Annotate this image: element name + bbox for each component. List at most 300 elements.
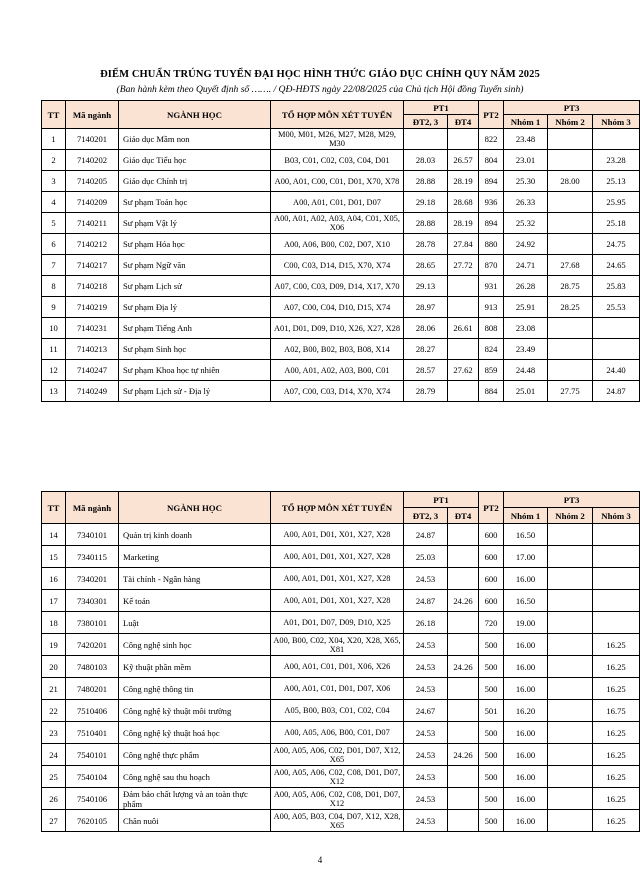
nganh-hoc-cell: Sư phạm Sinh học (119, 339, 271, 360)
nganh-hoc-cell: Giáo dục Chính trị (119, 171, 271, 192)
dt23-cell: 28.97 (404, 297, 448, 318)
header-pt1: PT1 (404, 492, 479, 508)
pt2-cell: 501 (479, 700, 504, 722)
ma-nganh-cell: 7140212 (66, 234, 119, 255)
table-row (42, 192, 640, 213)
tt-cell: 7 (42, 255, 66, 276)
table-row (42, 234, 640, 255)
table-row (42, 381, 640, 402)
pt2-cell: 500 (479, 788, 504, 810)
tt-cell: 17 (42, 590, 66, 612)
nhom3-cell: 16.75 (593, 700, 640, 722)
nganh-hoc-cell: Chăn nuôi (119, 810, 271, 832)
nhom1-cell: 26.28 (504, 276, 548, 297)
nganh-hoc-cell: Luật (119, 612, 271, 634)
header-ma-nganh: Mã ngành (66, 492, 119, 524)
nhom2-cell (548, 810, 593, 832)
ma-nganh-cell: 7540104 (66, 766, 119, 788)
table-row (42, 810, 640, 832)
pt2-cell: 894 (479, 171, 504, 192)
nganh-hoc-cell: Sư phạm Lịch sử (119, 276, 271, 297)
tt-cell: 21 (42, 678, 66, 700)
nhom2-cell: 27.68 (548, 255, 593, 276)
ma-nganh-cell: 7140249 (66, 381, 119, 402)
table-row (42, 360, 640, 381)
ma-nganh-cell: 7420201 (66, 634, 119, 656)
to-hop-cell: A00, A05, A06, C02, D01, D07, X12, X65 (271, 744, 404, 766)
dt4-cell (448, 339, 479, 360)
to-hop-cell: A00, A05, A06, C02, C08, D01, D07, X12 (271, 766, 404, 788)
table-row (42, 150, 640, 171)
nhom3-cell: 25.13 (593, 171, 640, 192)
tt-cell: 10 (42, 318, 66, 339)
pt2-cell: 859 (479, 360, 504, 381)
admission-scores-table-2 (41, 491, 640, 832)
nganh-hoc-cell: Đảm bảo chất lượng và an toàn thực phẩm (119, 788, 271, 810)
nhom3-cell: 16.25 (593, 810, 640, 832)
pt2-cell: 720 (479, 612, 504, 634)
nganh-hoc-cell: Công nghệ sau thu hoạch (119, 766, 271, 788)
to-hop-cell: A00, A05, B03, C04, D07, X12, X28, X65 (271, 810, 404, 832)
nhom1-cell: 16.00 (504, 568, 548, 590)
nhom3-cell (593, 546, 640, 568)
dt4-cell (448, 722, 479, 744)
tt-cell: 25 (42, 766, 66, 788)
dt23-cell: 28.88 (404, 213, 448, 234)
table-row (42, 590, 640, 612)
nhom3-cell (593, 129, 640, 150)
table-row (42, 129, 640, 150)
nganh-hoc-cell: Sư phạm Địa lý (119, 297, 271, 318)
nganh-hoc-cell: Công nghệ sinh học (119, 634, 271, 656)
nhom3-cell (593, 339, 640, 360)
nhom3-cell: 16.25 (593, 744, 640, 766)
nhom1-cell: 17.00 (504, 546, 548, 568)
to-hop-cell: A02, B00, B02, B03, B08, X14 (271, 339, 404, 360)
pt2-cell: 500 (479, 766, 504, 788)
ma-nganh-cell: 7510401 (66, 722, 119, 744)
header-tt: TT (42, 101, 66, 129)
ma-nganh-cell: 7140247 (66, 360, 119, 381)
dt23-cell: 28.78 (404, 234, 448, 255)
header-dt4: ĐT4 (448, 115, 479, 129)
nganh-hoc-cell: Sư phạm Toán học (119, 192, 271, 213)
nhom1-cell: 23.48 (504, 129, 548, 150)
nhom2-cell (548, 234, 593, 255)
to-hop-cell: M00, M01, M26, M27, M28, M29, M30 (271, 129, 404, 150)
nhom1-cell: 16.00 (504, 766, 548, 788)
nganh-hoc-cell: Kỹ thuật phần mềm (119, 656, 271, 678)
dt23-cell: 24.53 (404, 656, 448, 678)
ma-nganh-cell: 7140209 (66, 192, 119, 213)
nhom3-cell: 16.25 (593, 766, 640, 788)
to-hop-cell: A07, C00, C03, D14, X70, X74 (271, 381, 404, 402)
dt4-cell: 26.57 (448, 150, 479, 171)
nhom3-cell: 24.75 (593, 234, 640, 255)
table-row (42, 700, 640, 722)
nganh-hoc-cell: Kế toán (119, 590, 271, 612)
dt23-cell: 24.53 (404, 766, 448, 788)
pt2-cell: 500 (479, 678, 504, 700)
dt4-cell: 28.19 (448, 171, 479, 192)
table-row (42, 297, 640, 318)
nhom2-cell (548, 524, 593, 546)
ma-nganh-cell: 7140202 (66, 150, 119, 171)
document-subtitle: (Ban hành kèm theo Quyết định số ……. / QĐ-HĐTS ngày 22/08/2025 của Chủ tịch Hội đồng Tuyển sinh) (116, 84, 524, 95)
tt-cell: 19 (42, 634, 66, 656)
to-hop-cell: A00, A01, A02, A03, B00, C01 (271, 360, 404, 381)
dt4-cell (448, 276, 479, 297)
header-nhom1: Nhóm 1 (504, 508, 548, 524)
header-pt3: PT3 (504, 101, 640, 115)
to-hop-cell: B03, C01, C02, C03, C04, D01 (271, 150, 404, 171)
pt2-cell: 500 (479, 634, 504, 656)
nhom1-cell: 25.32 (504, 213, 548, 234)
ma-nganh-cell: 7140213 (66, 339, 119, 360)
tt-cell: 23 (42, 722, 66, 744)
dt23-cell: 29.13 (404, 276, 448, 297)
admission-scores-table-1 (41, 100, 640, 402)
ma-nganh-cell: 7480201 (66, 678, 119, 700)
header-to-hop: TỔ HỢP MÔN XÉT TUYỂN (271, 492, 404, 524)
nganh-hoc-cell: Tài chính - Ngân hàng (119, 568, 271, 590)
nhom3-cell: 24.40 (593, 360, 640, 381)
header-ma-nganh: Mã ngành (66, 101, 119, 129)
nhom3-cell: 23.28 (593, 150, 640, 171)
ma-nganh-cell: 7380101 (66, 612, 119, 634)
to-hop-cell: A00, A01, C00, C01, D01, X70, X78 (271, 171, 404, 192)
nganh-hoc-cell: Sư phạm Khoa học tự nhiên (119, 360, 271, 381)
nhom2-cell (548, 568, 593, 590)
dt23-cell: 24.87 (404, 524, 448, 546)
pt2-cell: 804 (479, 150, 504, 171)
nhom1-cell: 24.71 (504, 255, 548, 276)
table-row (42, 722, 640, 744)
table-row (42, 339, 640, 360)
pt2-cell: 884 (479, 381, 504, 402)
nhom2-cell: 28.75 (548, 276, 593, 297)
table-1-body (42, 129, 640, 402)
dt4-cell (448, 612, 479, 634)
header-tt: TT (42, 492, 66, 524)
to-hop-cell: A00, A01, C01, D01, D07 (271, 192, 404, 213)
nhom3-cell: 16.25 (593, 634, 640, 656)
dt23-cell (404, 129, 448, 150)
nhom1-cell: 16.50 (504, 590, 548, 612)
header-dt23: ĐT2, 3 (404, 508, 448, 524)
to-hop-cell: A07, C00, C04, D10, D15, X74 (271, 297, 404, 318)
table-row (42, 678, 640, 700)
tt-cell: 16 (42, 568, 66, 590)
dt23-cell: 28.65 (404, 255, 448, 276)
tt-cell: 12 (42, 360, 66, 381)
nhom1-cell: 16.00 (504, 678, 548, 700)
table-row (42, 524, 640, 546)
ma-nganh-cell: 7140218 (66, 276, 119, 297)
nhom1-cell: 16.00 (504, 744, 548, 766)
dt23-cell: 24.53 (404, 722, 448, 744)
nhom2-cell (548, 744, 593, 766)
tt-cell: 2 (42, 150, 66, 171)
dt4-cell: 28.68 (448, 192, 479, 213)
tt-cell: 9 (42, 297, 66, 318)
dt4-cell (448, 810, 479, 832)
nhom3-cell (593, 612, 640, 634)
nhom3-cell: 25.53 (593, 297, 640, 318)
nhom1-cell: 16.00 (504, 810, 548, 832)
dt4-cell (448, 788, 479, 810)
pt2-cell: 600 (479, 568, 504, 590)
tt-cell: 26 (42, 788, 66, 810)
to-hop-cell: A00, A05, A06, B00, C01, D07 (271, 722, 404, 744)
header-nhom2: Nhóm 2 (548, 115, 593, 129)
nganh-hoc-cell: Công nghệ kỹ thuật hoá học (119, 722, 271, 744)
tt-cell: 1 (42, 129, 66, 150)
pt2-cell: 894 (479, 213, 504, 234)
table-row (42, 171, 640, 192)
ma-nganh-cell: 7140231 (66, 318, 119, 339)
ma-nganh-cell: 7340201 (66, 568, 119, 590)
dt4-cell: 27.84 (448, 234, 479, 255)
to-hop-cell: A00, A01, C01, D01, D07, X06 (271, 678, 404, 700)
dt23-cell: 29.18 (404, 192, 448, 213)
table-row (42, 213, 640, 234)
nhom1-cell: 25.01 (504, 381, 548, 402)
nhom2-cell (548, 129, 593, 150)
nganh-hoc-cell: Giáo dục Tiểu học (119, 150, 271, 171)
to-hop-cell: A00, A01, A02, A03, A04, C01, X05, X06 (271, 213, 404, 234)
pt2-cell: 500 (479, 810, 504, 832)
header-nganh-hoc: NGÀNH HỌC (119, 101, 271, 129)
nhom2-cell: 28.25 (548, 297, 593, 318)
to-hop-cell: A05, B00, B03, C01, C02, C04 (271, 700, 404, 722)
ma-nganh-cell: 7510406 (66, 700, 119, 722)
nganh-hoc-cell: Công nghệ thông tin (119, 678, 271, 700)
header-nhom2: Nhóm 2 (548, 508, 593, 524)
dt23-cell: 28.57 (404, 360, 448, 381)
pt2-cell: 808 (479, 318, 504, 339)
ma-nganh-cell: 7480103 (66, 656, 119, 678)
nhom3-cell: 16.25 (593, 656, 640, 678)
tt-cell: 14 (42, 524, 66, 546)
to-hop-cell: A00, B00, C02, X04, X20, X28, X65, X81 (271, 634, 404, 656)
nhom2-cell (548, 766, 593, 788)
dt4-cell (448, 634, 479, 656)
nhom1-cell: 23.01 (504, 150, 548, 171)
header-nganh-hoc: NGÀNH HỌC (119, 492, 271, 524)
tt-cell: 4 (42, 192, 66, 213)
nhom2-cell (548, 788, 593, 810)
to-hop-cell: C00, C03, D14, D15, X70, X74 (271, 255, 404, 276)
header-pt2: PT2 (479, 101, 504, 129)
to-hop-cell: A00, A01, C01, D01, X06, X26 (271, 656, 404, 678)
to-hop-cell: A07, C00, C03, D09, D14, X17, X70 (271, 276, 404, 297)
nhom2-cell (548, 318, 593, 339)
tt-cell: 20 (42, 656, 66, 678)
pt2-cell: 822 (479, 129, 504, 150)
dt23-cell: 28.06 (404, 318, 448, 339)
dt4-cell (448, 546, 479, 568)
nhom3-cell (593, 590, 640, 612)
dt4-cell: 24.26 (448, 590, 479, 612)
ma-nganh-cell: 7340115 (66, 546, 119, 568)
pt2-cell: 500 (479, 656, 504, 678)
tt-cell: 24 (42, 744, 66, 766)
nhom2-cell (548, 192, 593, 213)
nganh-hoc-cell: Công nghệ thực phẩm (119, 744, 271, 766)
dt4-cell (448, 766, 479, 788)
dt4-cell: 24.26 (448, 656, 479, 678)
pt2-cell: 913 (479, 297, 504, 318)
nganh-hoc-cell: Sư phạm Vật lý (119, 213, 271, 234)
pt2-cell: 880 (479, 234, 504, 255)
pt2-cell: 931 (479, 276, 504, 297)
ma-nganh-cell: 7140211 (66, 213, 119, 234)
nganh-hoc-cell: Giáo dục Mầm non (119, 129, 271, 150)
pt2-cell: 600 (479, 524, 504, 546)
table-row (42, 255, 640, 276)
nganh-hoc-cell: Marketing (119, 546, 271, 568)
dt23-cell: 24.53 (404, 678, 448, 700)
pt2-cell: 500 (479, 744, 504, 766)
ma-nganh-cell: 7340101 (66, 524, 119, 546)
nganh-hoc-cell: Công nghệ kỹ thuật môi trường (119, 700, 271, 722)
tt-cell: 13 (42, 381, 66, 402)
nhom2-cell (548, 656, 593, 678)
dt23-cell: 24.53 (404, 744, 448, 766)
header-to-hop: TỔ HỢP MÔN XÉT TUYỂN (271, 101, 404, 129)
header-pt3: PT3 (504, 492, 640, 508)
page-number: 4 (317, 855, 323, 865)
dt23-cell: 28.03 (404, 150, 448, 171)
to-hop-cell: A00, A01, D01, X01, X27, X28 (271, 590, 404, 612)
nhom1-cell: 16.00 (504, 656, 548, 678)
nganh-hoc-cell: Sư phạm Hóa học (119, 234, 271, 255)
nhom2-cell (548, 612, 593, 634)
table-row (42, 634, 640, 656)
pt2-cell: 936 (479, 192, 504, 213)
dt23-cell: 28.27 (404, 339, 448, 360)
nhom2-cell (548, 590, 593, 612)
header-dt23: ĐT2, 3 (404, 115, 448, 129)
ma-nganh-cell: 7140201 (66, 129, 119, 150)
nhom1-cell: 16.20 (504, 700, 548, 722)
nhom3-cell: 16.25 (593, 678, 640, 700)
ma-nganh-cell: 7140217 (66, 255, 119, 276)
dt4-cell (448, 297, 479, 318)
table-row (42, 788, 640, 810)
nhom2-cell (548, 722, 593, 744)
nhom1-cell: 19.00 (504, 612, 548, 634)
dt23-cell: 24.53 (404, 568, 448, 590)
tt-cell: 27 (42, 810, 66, 832)
nhom1-cell: 23.08 (504, 318, 548, 339)
ma-nganh-cell: 7140219 (66, 297, 119, 318)
pt2-cell: 600 (479, 590, 504, 612)
nhom1-cell: 23.49 (504, 339, 548, 360)
nhom1-cell: 16.50 (504, 524, 548, 546)
table-row (42, 766, 640, 788)
dt23-cell: 24.87 (404, 590, 448, 612)
tt-cell: 5 (42, 213, 66, 234)
nhom2-cell (548, 339, 593, 360)
table-row (42, 612, 640, 634)
nhom1-cell: 16.00 (504, 722, 548, 744)
dt23-cell: 25.03 (404, 546, 448, 568)
nhom1-cell: 16.00 (504, 788, 548, 810)
nhom3-cell (593, 524, 640, 546)
to-hop-cell: A01, D01, D07, D09, D10, X25 (271, 612, 404, 634)
nhom1-cell: 25.30 (504, 171, 548, 192)
dt23-cell: 24.53 (404, 788, 448, 810)
nganh-hoc-cell: Sư phạm Lịch sử - Địa lý (119, 381, 271, 402)
dt4-cell: 27.62 (448, 360, 479, 381)
ma-nganh-cell: 7540101 (66, 744, 119, 766)
dt23-cell: 24.53 (404, 810, 448, 832)
nganh-hoc-cell: Sư phạm Ngữ văn (119, 255, 271, 276)
dt23-cell: 28.88 (404, 171, 448, 192)
dt4-cell: 27.72 (448, 255, 479, 276)
table-row (42, 318, 640, 339)
document-title: ĐIỂM CHUẨN TRÚNG TUYỂN ĐẠI HỌC HÌNH THỨC GIÁO DỤC CHÍNH QUY NĂM 2025 (100, 69, 540, 80)
dt23-cell: 24.53 (404, 634, 448, 656)
nhom3-cell: 25.83 (593, 276, 640, 297)
nhom3-cell (593, 318, 640, 339)
pt2-cell: 500 (479, 722, 504, 744)
dt4-cell: 24.26 (448, 744, 479, 766)
nhom3-cell: 16.25 (593, 788, 640, 810)
tt-cell: 6 (42, 234, 66, 255)
dt4-cell (448, 381, 479, 402)
dt23-cell: 26.18 (404, 612, 448, 634)
nhom3-cell (593, 568, 640, 590)
to-hop-cell: A00, A01, D01, X01, X27, X28 (271, 546, 404, 568)
tt-cell: 8 (42, 276, 66, 297)
nhom3-cell: 24.87 (593, 381, 640, 402)
nganh-hoc-cell: Sư phạm Tiếng Anh (119, 318, 271, 339)
nhom2-cell (548, 150, 593, 171)
nhom3-cell: 16.25 (593, 722, 640, 744)
to-hop-cell: A00, A05, A06, C02, C08, D01, D07, X12 (271, 788, 404, 810)
header-nhom3: Nhóm 3 (593, 508, 640, 524)
dt4-cell: 26.61 (448, 318, 479, 339)
ma-nganh-cell: 7540106 (66, 788, 119, 810)
table-2-body (42, 524, 640, 832)
dt23-cell: 24.67 (404, 700, 448, 722)
table-row (42, 656, 640, 678)
nhom2-cell: 28.00 (548, 171, 593, 192)
nhom1-cell: 26.33 (504, 192, 548, 213)
header-pt1: PT1 (404, 101, 479, 115)
to-hop-cell: A00, A01, D01, X01, X27, X28 (271, 568, 404, 590)
nhom1-cell: 24.48 (504, 360, 548, 381)
tt-cell: 11 (42, 339, 66, 360)
tt-cell: 3 (42, 171, 66, 192)
to-hop-cell: A01, D01, D09, D10, X26, X27, X28 (271, 318, 404, 339)
ma-nganh-cell: 7140205 (66, 171, 119, 192)
header-dt4: ĐT4 (448, 508, 479, 524)
table-row (42, 276, 640, 297)
pt2-cell: 824 (479, 339, 504, 360)
header-nhom3: Nhóm 3 (593, 115, 640, 129)
table-row (42, 744, 640, 766)
dt4-cell (448, 678, 479, 700)
dt4-cell: 28.19 (448, 213, 479, 234)
ma-nganh-cell: 7340301 (66, 590, 119, 612)
tt-cell: 18 (42, 612, 66, 634)
nhom2-cell (548, 700, 593, 722)
nhom2-cell (548, 213, 593, 234)
